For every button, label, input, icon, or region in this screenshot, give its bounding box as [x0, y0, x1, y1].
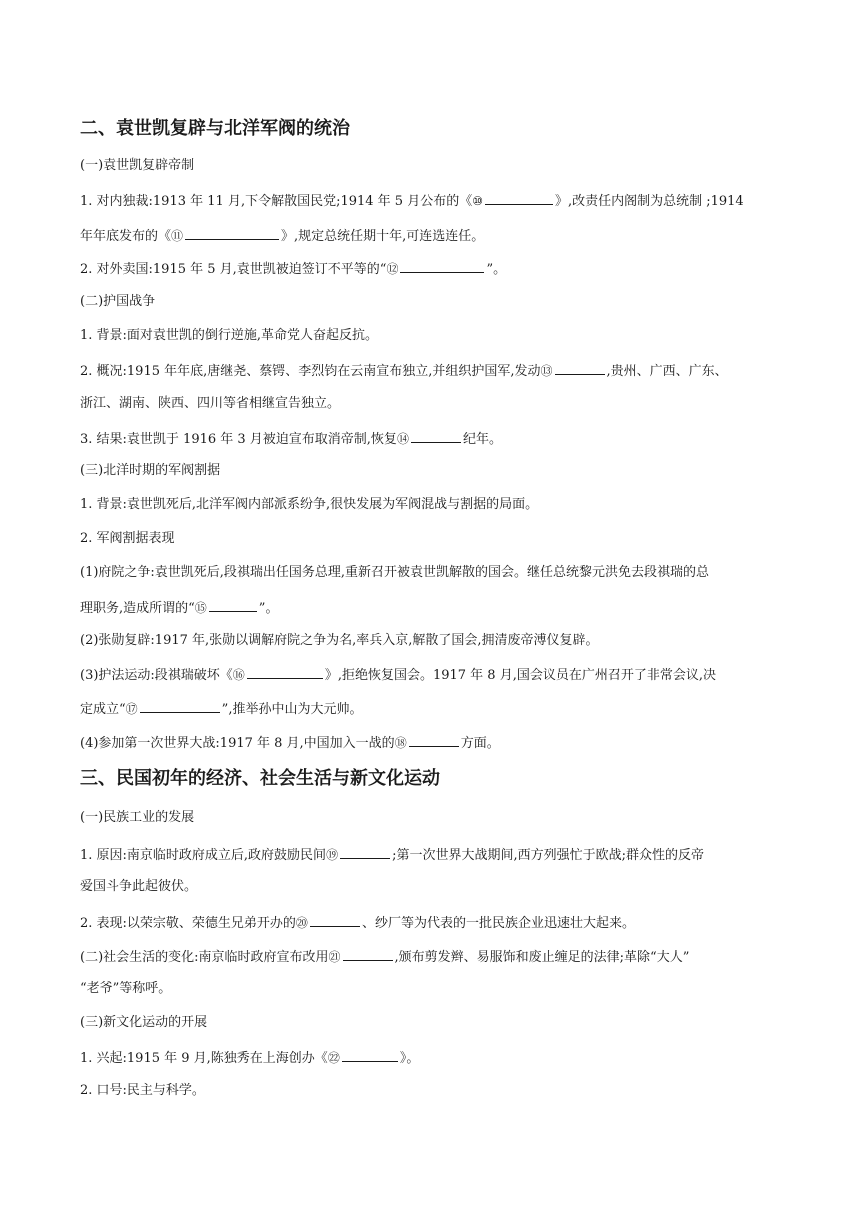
text-segment: 》,改责任内阁制为总统制 ;1914 [554, 194, 744, 209]
text-line [80, 227, 484, 245]
fill-blank[interactable] [140, 700, 220, 713]
fill-blank[interactable] [247, 666, 323, 679]
text-segment: ”。 [258, 601, 279, 616]
text-segment: 理职务,造成所谓的“ [80, 601, 195, 616]
text-segment: 2. 概况:1915 年年底,唐继尧、蔡锷、李烈钧在云南宣布独立,并组织护国军,发动 [80, 364, 541, 379]
blank-number: ⑭ [396, 432, 409, 446]
text-line [80, 260, 506, 278]
text-line: “老爷”等称呼。 [80, 981, 172, 996]
text-segment: 、纱厂等为代表的一批民族企业迅速壮大起来。 [361, 916, 635, 931]
text-segment: ”。 [486, 262, 507, 277]
subsection-heading: (三)北洋时期的军阀割据 [80, 463, 221, 478]
text-line: 爱国斗争此起彼伏。 [80, 879, 198, 894]
text-segment: (4)参加第一次世界大战:1917 年 8 月,中国加入一战的 [80, 736, 395, 751]
fill-blank[interactable] [409, 734, 459, 747]
text-line [80, 192, 744, 210]
blank-number: ⑱ [394, 736, 407, 750]
text-segment: ,贵州、广西、广东、 [606, 364, 728, 379]
text-line [80, 666, 716, 684]
text-segment: 1. 对内独裁:1913 年 11 月,下令解散国民党;1914 年 5 月公布的《 [80, 194, 473, 209]
text-segment: 》,规定总统任期十年,可连选连任。 [281, 229, 485, 244]
fill-blank[interactable] [485, 192, 553, 205]
fill-blank[interactable] [310, 914, 360, 927]
text-segment: (二)社会生活的变化:南京临时政府宣布改用 [80, 950, 329, 965]
text-segment: 3. 结果:袁世凯于 1916 年 3 月被迫宣布取消帝制,恢复 [80, 432, 397, 447]
blank-number: ⑩ [472, 194, 483, 208]
fill-blank[interactable] [185, 227, 279, 240]
text-segment: 2. 对外卖国:1915 年 5 月,袁世凯被迫签订不平等的“ [80, 262, 387, 277]
blank-number: ⑳ [295, 916, 308, 930]
blank-number: ⑮ [194, 601, 207, 615]
blank-number: ⑬ [540, 364, 553, 378]
text-segment: 方面。 [460, 736, 500, 751]
fill-blank[interactable] [400, 260, 484, 273]
fill-blank[interactable] [342, 1049, 398, 1062]
blank-number: ⑯ [232, 668, 245, 682]
text-segment: 1. 原因:南京临时政府成立后,政府鼓励民间 [80, 848, 327, 863]
text-line [80, 1049, 419, 1067]
text-segment: 定成立“ [80, 702, 126, 717]
fill-blank[interactable] [411, 430, 461, 443]
text-segment: ,颁布剪发辫、易服饰和废止缠足的法律;革除“大人” [394, 950, 690, 965]
text-segment: ;第一次世界大战期间,西方列强忙于欧战;群众性的反帝 [392, 848, 704, 863]
section-heading: 三、民国初年的经济、社会生活与新文化运动 [80, 768, 440, 789]
text-line: 2. 军阀割据表现 [80, 531, 175, 546]
blank-number: ㉑ [328, 950, 341, 964]
text-line [80, 734, 500, 752]
fill-blank[interactable] [340, 846, 390, 859]
text-line [80, 700, 362, 718]
blank-number: ⑰ [125, 702, 138, 716]
text-segment: (3)护法运动:段祺瑞破坏《 [80, 668, 233, 683]
text-line [80, 362, 728, 380]
text-segment: 纪年。 [462, 432, 502, 447]
text-line [80, 430, 502, 448]
text-line: (1)府院之争:袁世凯死后,段祺瑞出任国务总理,重新召开被袁世凯解散的国会。继任总统黎元洪免去段祺瑞的总 [80, 565, 710, 580]
blank-number: ㉒ [327, 1051, 340, 1065]
blank-number: ⑫ [386, 262, 399, 276]
section-heading: 二、袁世凯复辟与北洋军阀的统治 [80, 118, 350, 139]
text-line: 2. 口号:民主与科学。 [80, 1083, 205, 1098]
text-line [80, 914, 635, 932]
text-line: 浙江、湖南、陕西、四川等省相继宣告独立。 [80, 396, 341, 411]
subsection-heading: (三)新文化运动的开展 [80, 1015, 208, 1030]
text-segment: 》。 [399, 1051, 420, 1066]
text-segment: 2. 表现:以荣宗敬、荣德生兄弟开办的 [80, 916, 296, 931]
text-segment: 1. 兴起:1915 年 9 月,陈独秀在上海创办《 [80, 1051, 328, 1066]
text-segment: 年年底发布的《 [80, 229, 172, 244]
blank-number: ⑪ [171, 229, 184, 243]
text-line: (2)张勋复辟:1917 年,张勋以调解府院之争为名,率兵入京,解散了国会,拥清废帝溥仪复辟。 [80, 633, 599, 648]
subsection-heading: (二)护国战争 [80, 294, 156, 309]
fill-blank[interactable] [209, 599, 257, 612]
text-segment: ”,推举孙中山为大元帅。 [221, 702, 363, 717]
blank-number: ⑲ [326, 848, 339, 862]
text-line [80, 599, 278, 617]
text-line [80, 846, 704, 864]
text-line: 1. 背景:面对袁世凯的倒行逆施,革命党人奋起反抗。 [80, 328, 379, 343]
subsection-heading: (一)袁世凯复辟帝制 [80, 158, 195, 173]
text-segment: 》,拒绝恢复国会。1917 年 8 月,国会议员在广州召开了非常会议,决 [324, 668, 716, 683]
text-line: 1. 背景:袁世凯死后,北洋军阀内部派系纷争,很快发展为军阀混战与割据的局面。 [80, 497, 539, 512]
fill-blank[interactable] [555, 362, 605, 375]
text-line [80, 948, 689, 966]
fill-blank[interactable] [343, 948, 393, 961]
subsection-heading: (一)民族工业的发展 [80, 810, 195, 825]
